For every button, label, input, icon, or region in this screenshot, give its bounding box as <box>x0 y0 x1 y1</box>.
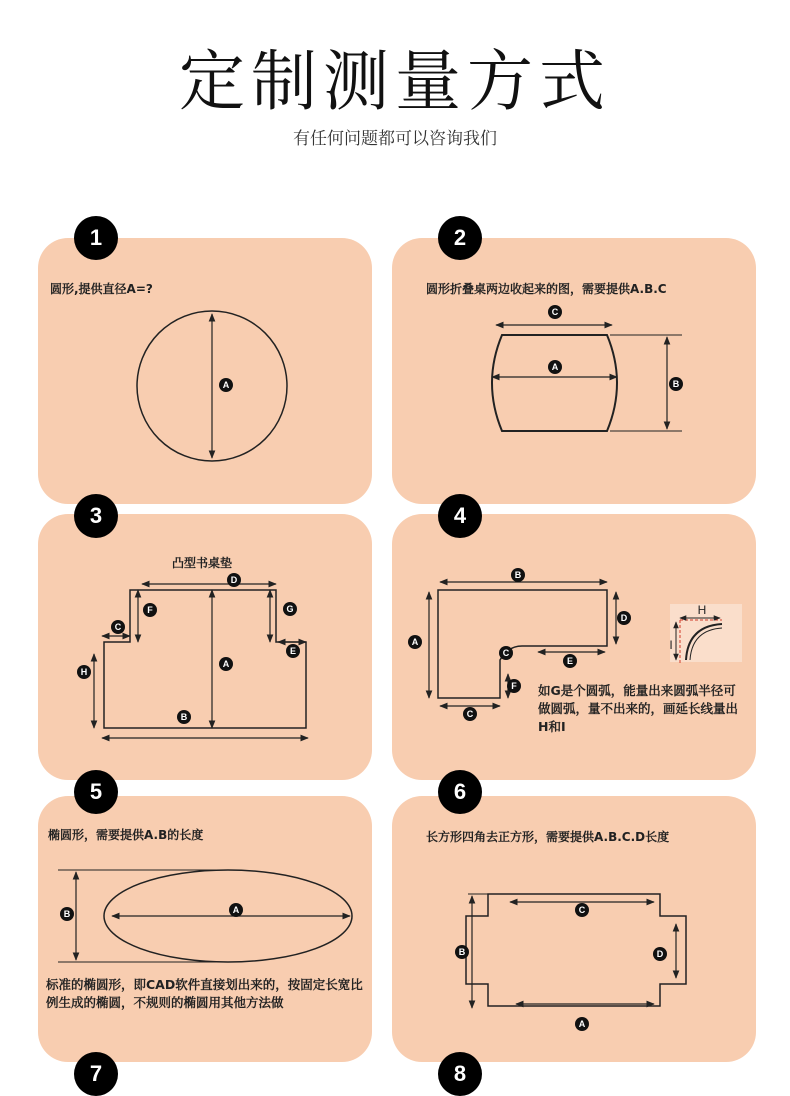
dim-label-a <box>408 635 422 649</box>
dim-label-c <box>548 305 562 319</box>
dim-label-b <box>60 907 74 921</box>
step-badge-1: 1 <box>74 216 118 260</box>
dim-label-d <box>227 573 241 587</box>
dim-label-b <box>669 377 683 391</box>
svg-text:C: C <box>466 709 474 719</box>
dim-label-a <box>229 903 243 917</box>
svg-text:C: C <box>114 622 122 632</box>
svg-text:B: B <box>63 909 71 919</box>
folding-table-diagram <box>392 238 756 504</box>
dim-label-h <box>77 665 91 679</box>
dim-label-b <box>455 945 469 959</box>
dim-label-c <box>499 646 513 660</box>
svg-text:A: A <box>222 380 230 390</box>
ellipse-diagram <box>38 796 372 1062</box>
notched-rect-diagram <box>392 796 756 1062</box>
dim-label-d <box>653 947 667 961</box>
svg-text:E: E <box>289 646 297 656</box>
svg-text:A: A <box>578 1019 586 1029</box>
arc-label-i: I <box>669 638 673 652</box>
page-subtitle: 有任何问题都可以咨询我们 <box>293 129 497 149</box>
svg-text:B: B <box>458 947 466 957</box>
dim-label-b <box>511 568 525 582</box>
svg-text:H: H <box>80 667 88 677</box>
svg-text:F: F <box>511 681 517 691</box>
dim-label-g <box>283 602 297 616</box>
dim-label-b <box>177 710 191 724</box>
step-badge-4: 4 <box>438 494 482 538</box>
svg-text:A: A <box>232 905 240 915</box>
dim-label-a <box>575 1017 589 1031</box>
svg-text:C: C <box>502 648 510 658</box>
svg-text:C: C <box>551 307 559 317</box>
card-caption: 圆形折叠桌两边收起来的图，需要提供A.B.C <box>426 282 667 296</box>
convex-pad-diagram <box>38 514 372 780</box>
dim-label-d <box>617 611 631 625</box>
card-convex-desk-pad <box>38 514 372 780</box>
dim-label-f <box>143 603 157 617</box>
svg-text:B: B <box>672 379 680 389</box>
dim-label-a <box>219 657 233 671</box>
card-ellipse <box>38 796 372 1062</box>
svg-text:G: G <box>286 604 294 614</box>
card-note: 标准的椭圆形，即CAD软件直接划出来的，按固定长宽比例生成的椭圆，不规则的椭圆用其他方法做 <box>46 977 363 1010</box>
step-badge-3: 3 <box>74 494 118 538</box>
circle-diagram <box>38 238 372 504</box>
arc-detail-inset <box>669 603 742 664</box>
page-title: 定制测量方式 <box>179 43 611 120</box>
dim-label-a <box>548 360 562 374</box>
card-caption: 椭圆形，需要提供A.B的长度 <box>48 828 204 842</box>
card-circle <box>38 238 372 504</box>
svg-text:B: B <box>180 712 188 722</box>
svg-text:A: A <box>222 659 230 669</box>
dim-label-a <box>219 378 233 392</box>
svg-text:C: C <box>578 905 586 915</box>
card-caption: 凸型书桌垫 <box>172 556 233 570</box>
dim-label-c-bottom <box>463 707 477 721</box>
dim-label-e <box>286 644 300 658</box>
card-note: 如G是个圆弧，能量出来圆弧半径可做圆弧，量不出来的，画延长线量出H和I <box>538 683 739 734</box>
svg-text:D: D <box>230 575 238 585</box>
arc-label-h: H <box>697 603 707 617</box>
card-folding-table <box>392 238 756 504</box>
step-badge-5: 5 <box>74 770 118 814</box>
dim-label-c <box>111 620 125 634</box>
svg-text:D: D <box>620 613 628 623</box>
svg-text:D: D <box>656 949 664 959</box>
step-badge-8: 8 <box>438 1052 482 1096</box>
svg-text:F: F <box>147 605 153 615</box>
dim-label-f <box>507 679 521 693</box>
card-notched-rectangle <box>392 796 756 1062</box>
dim-label-c <box>575 903 589 917</box>
svg-text:B: B <box>514 570 522 580</box>
card-l-shape <box>392 514 756 780</box>
card-caption: 长方形四角去正方形，需要提供A.B.C.D长度 <box>426 830 670 844</box>
l-shape-diagram <box>392 514 756 780</box>
svg-text:E: E <box>566 656 574 666</box>
svg-text:A: A <box>551 362 559 372</box>
step-badge-7: 7 <box>74 1052 118 1096</box>
step-badge-6: 6 <box>438 770 482 814</box>
card-caption: 圆形,提供直径A=? <box>50 282 153 296</box>
svg-text:A: A <box>411 637 419 647</box>
dim-label-e <box>563 654 577 668</box>
step-badge-2: 2 <box>438 216 482 260</box>
